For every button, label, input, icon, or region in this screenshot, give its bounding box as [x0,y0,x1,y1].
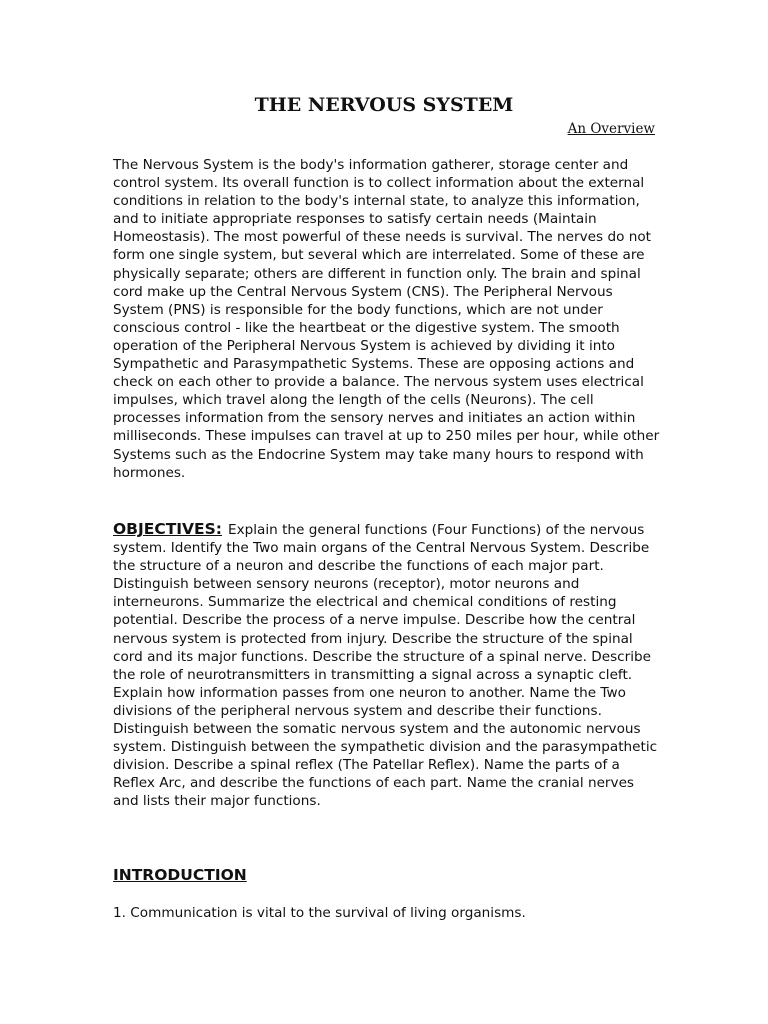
objectives-paragraph [113,520,661,811]
objectives-text: Explain the general functions (Four Functions) of the nervous system. Identify the Two main organs of the Central Nervous System. Describe the structure of a neuron and describe the functions of each major part. Distinguish between sensory neurons (receptor), motor neurons and interneurons. Summarize the electrical and chemical conditions of resting potential. Describe the process of a nerve impulse. Describe how the central nervous system is protected from injury. Describe the structure of the spinal cord and its major functions. Describe the structure of a spinal nerve. Describe the role of neurotransmitters in transmitting a signal across a synaptic cleft. Explain how information passes from one neuron to another. Name the Two divisions of the peripheral nervous system and describe their functions. Distinguish between the somatic nervous system and the autonomic nervous system. Distinguish between the sympathetic division and the parasympathetic division. Describe a spinal reflex (The Patellar Reflex). Name the parts of a Reflex Arc, and describe the functions of each part. Name the cranial nerves and lists their major functions. [113,522,658,810]
introduction-item: 1. Communication is vital to the survival of living organisms. [113,905,526,921]
document-subtitle: An Overview [567,121,655,137]
objectives-heading: OBJECTIVES: [113,520,223,538]
introduction-heading: INTRODUCTION [113,866,247,884]
document-title: THE NERVOUS SYSTEM [254,94,514,116]
overview-paragraph: The Nervous System is the body's information gatherer, storage center and control system. Its overall function is to collect information about the external conditions in relation to the body's internal state, to analyze this information, and to initiate appropriate responses to satisfy certain needs (Maintain Homeostasis). The most powerful of these needs is survival. The nerves do not form one single system, but several which are interrelated. Some of these are physically separate; others are different in function only. The brain and spinal cord make up the Central Nervous System (CNS). The Peripheral Nervous System (PNS) is responsible for the body functions, which are not under conscious control - like the heartbeat or the digestive system. The smooth operation of the Peripheral Nervous System is achieved by dividing it into Sympathetic and Parasympathetic Systems. These are opposing actions and check on each other to provide a balance. The nervous system uses electrical impulses, which travel along the length of the cells (Neurons). The cell processes information from the sensory nerves and initiates an action within milliseconds. These impulses can travel at up to 250 miles per hour, while other Systems such as the Endocrine System may take many hours to respond with hormones. [113,157,660,481]
